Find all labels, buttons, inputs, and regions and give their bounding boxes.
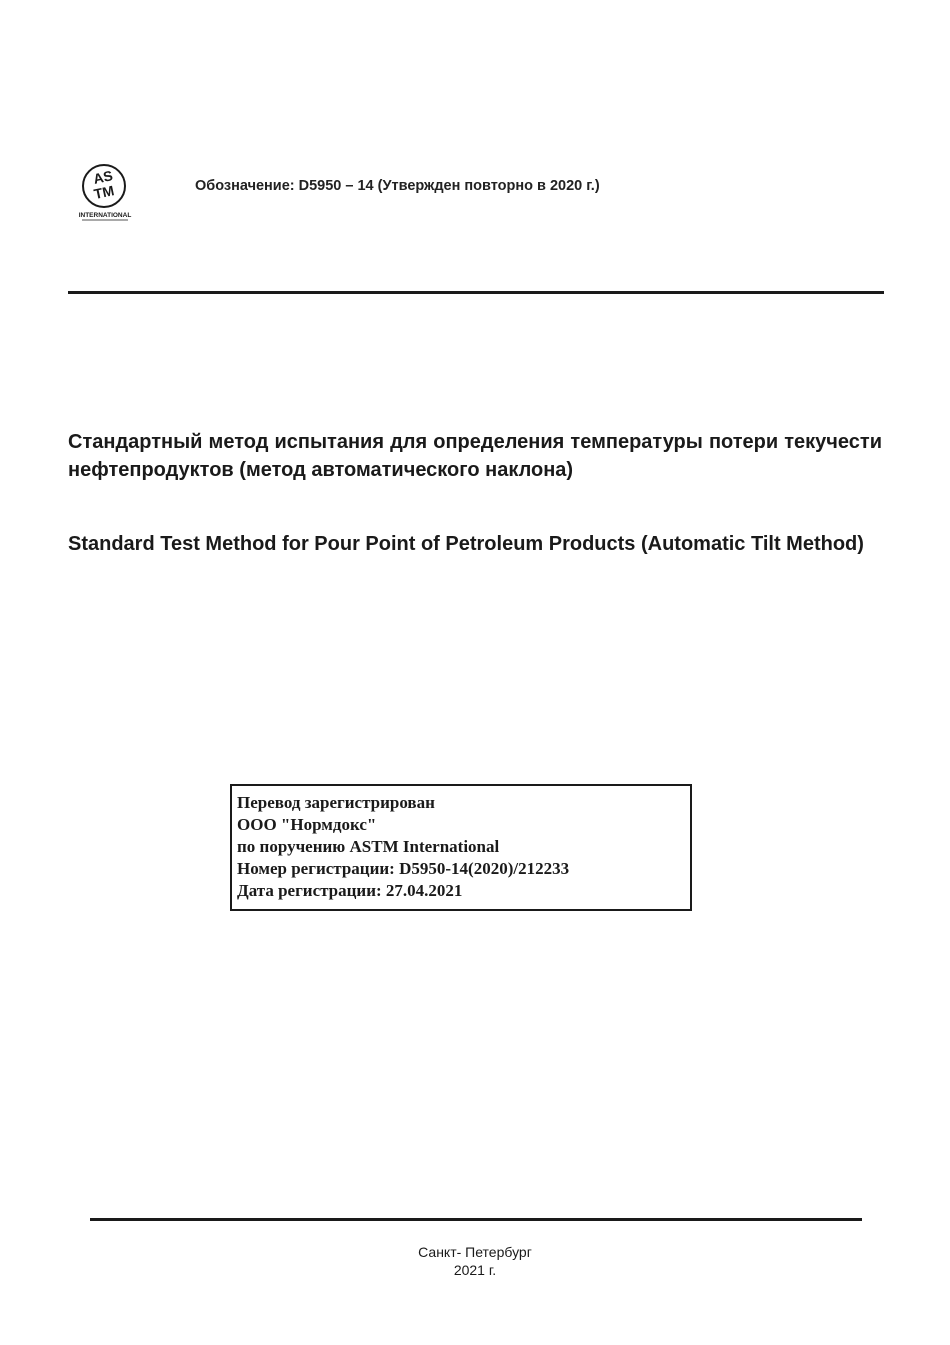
registration-number: Номер регистрации: D5950-14(2020)/212233 bbox=[237, 859, 570, 878]
title-russian: Стандартный метод испытания для определения температуры потери текучести нефтепродуктов (метод автоматического наклона) bbox=[68, 431, 882, 481]
astm-logo bbox=[78, 162, 132, 222]
top-divider bbox=[68, 291, 884, 294]
svg-text:INTERNATIONAL: INTERNATIONAL bbox=[78, 212, 132, 219]
registration-date: Дата регистрации: 27.04.2021 bbox=[237, 881, 463, 900]
bottom-divider bbox=[90, 1218, 862, 1221]
registration-line-1: Перевод зарегистрирован bbox=[237, 793, 435, 812]
registration-box bbox=[230, 784, 692, 911]
title-english: Standard Test Method for Pour Point of Petroleum Products (Automatic Tilt Method) bbox=[68, 533, 864, 555]
registration-line-3: по поручению ASTM International bbox=[237, 837, 500, 856]
footer-city: Санкт- Петербург bbox=[418, 1244, 532, 1260]
footer-year: 2021 г. bbox=[453, 1262, 497, 1278]
svg-text:TM: TM bbox=[92, 182, 116, 203]
registration-line-2: ООО "Нормдокс" bbox=[237, 815, 377, 834]
svg-text:AS: AS bbox=[91, 167, 115, 187]
document-designation: Обозначение: D5950 – 14 (Утвержден повторно в 2020 г.) bbox=[195, 178, 600, 194]
